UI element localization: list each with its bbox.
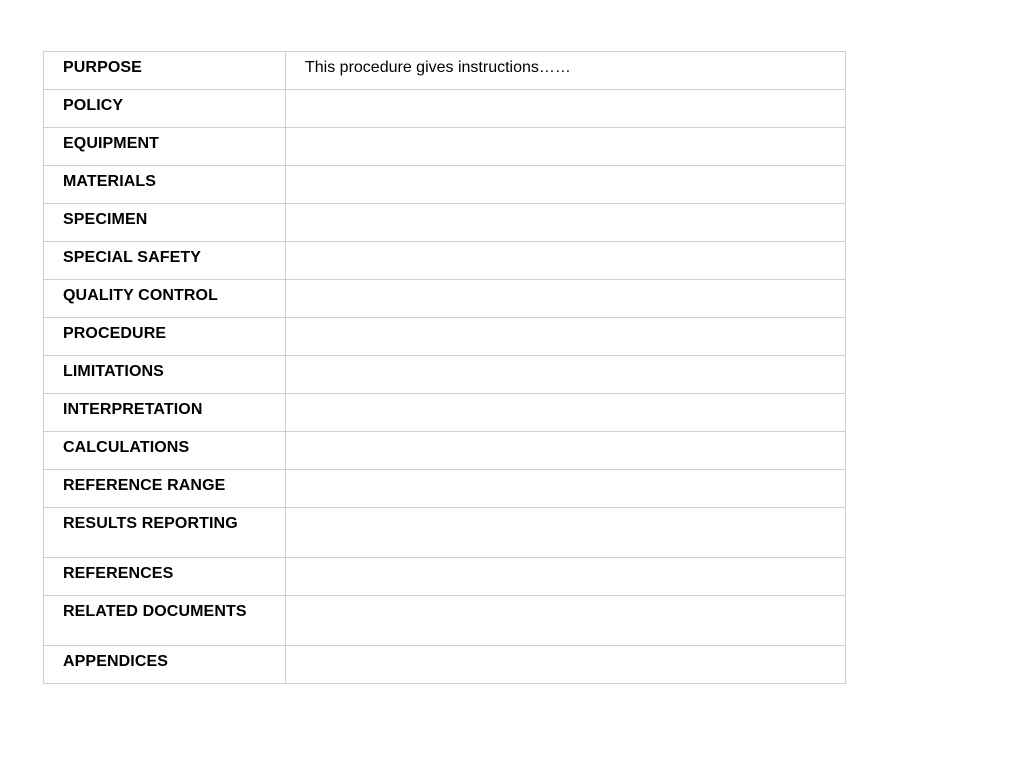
section-value-materials[interactable] (286, 166, 846, 204)
section-label-appendices: APPENDICES (44, 646, 286, 684)
section-value-interpretation[interactable] (286, 394, 846, 432)
table-row (44, 166, 846, 204)
table-row (44, 128, 846, 166)
table-row (44, 242, 846, 280)
table-row (44, 432, 846, 470)
section-value-limitations[interactable] (286, 356, 846, 394)
section-label-equipment: EQUIPMENT (44, 128, 286, 166)
section-value-appendices[interactable] (286, 646, 846, 684)
section-value-related-documents[interactable] (286, 596, 846, 646)
section-label-calculations: CALCULATIONS (44, 432, 286, 470)
section-value-special-safety[interactable] (286, 242, 846, 280)
section-label-interpretation: INTERPRETATION (44, 394, 286, 432)
section-value-references[interactable] (286, 558, 846, 596)
section-value-quality-control[interactable] (286, 280, 846, 318)
table-row (44, 356, 846, 394)
section-label-limitations: LIMITATIONS (44, 356, 286, 394)
table-row (44, 394, 846, 432)
section-value-purpose[interactable]: This procedure gives instructions…… (286, 52, 846, 90)
section-label-references: REFERENCES (44, 558, 286, 596)
section-label-related-documents: RELATED DOCUMENTS (44, 596, 286, 646)
section-label-purpose: PURPOSE (44, 52, 286, 90)
table-row (44, 508, 846, 558)
section-value-reference-range[interactable] (286, 470, 846, 508)
table-row (44, 90, 846, 128)
section-value-procedure[interactable] (286, 318, 846, 356)
section-label-reference-range: REFERENCE RANGE (44, 470, 286, 508)
section-label-policy: POLICY (44, 90, 286, 128)
section-value-results-reporting[interactable] (286, 508, 846, 558)
section-label-special-safety: SPECIAL SAFETY (44, 242, 286, 280)
section-label-results-reporting: RESULTS REPORTING (44, 508, 286, 558)
section-label-materials: MATERIALS (44, 166, 286, 204)
section-value-equipment[interactable] (286, 128, 846, 166)
table-row (44, 470, 846, 508)
sop-section-table (43, 51, 846, 684)
table-row (44, 318, 846, 356)
table-row (44, 596, 846, 646)
section-value-specimen[interactable] (286, 204, 846, 242)
section-value-calculations[interactable] (286, 432, 846, 470)
section-label-specimen: SPECIMEN (44, 204, 286, 242)
section-label-quality-control: QUALITY CONTROL (44, 280, 286, 318)
table-row (44, 558, 846, 596)
table-row (44, 52, 846, 90)
table-row (44, 280, 846, 318)
table-row (44, 204, 846, 242)
section-label-procedure: PROCEDURE (44, 318, 286, 356)
section-value-policy[interactable] (286, 90, 846, 128)
table-row (44, 646, 846, 684)
